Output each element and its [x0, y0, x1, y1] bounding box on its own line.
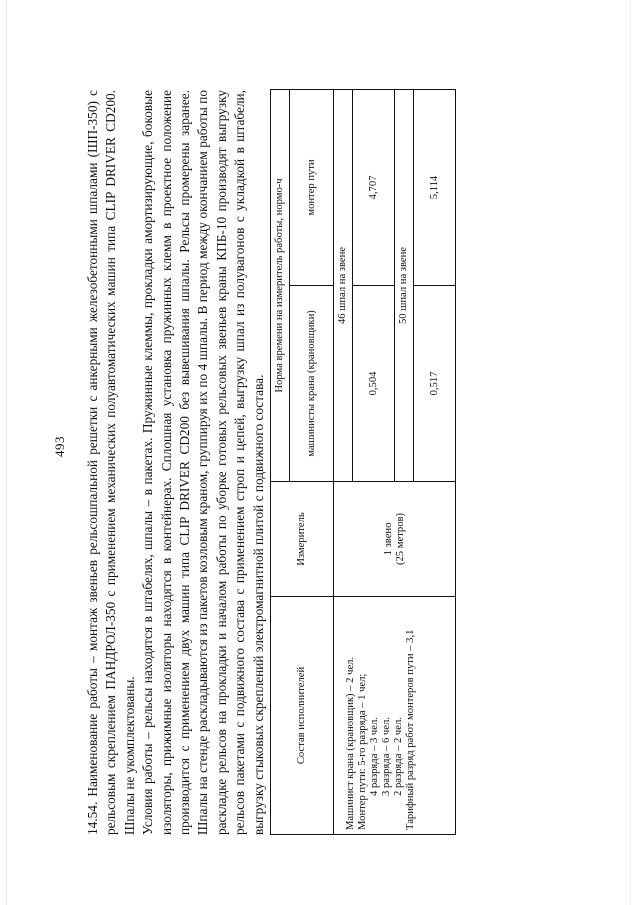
- table-row: [334, 89, 353, 834]
- composition-line: 4 разряда – 3 чел.: [369, 717, 381, 796]
- composition-cell: [334, 597, 456, 835]
- header-crane-operators: машинисты крана (крановщики): [290, 286, 334, 482]
- unit-line: 1 звено: [382, 522, 394, 556]
- crane-norm-50: 0,517: [414, 286, 456, 482]
- page-number: 493: [52, 436, 67, 457]
- work-conditions-paragraph: Условия работы – рельсы находятся в штабелях, шпалы – в пакетах. Пружинные клеммы, прокладки амортизирующие, боковые изоляторы, прижимные изоляторы находятся в контейнерах. Сплошная установка пружинных клемм в проектное положение производится с применением двух машин типа CLIP DRIVER CD200 без вывешивания шпалы. Рельсы промерены заранее. Шпалы на стенде раскладываются из пакетов козловым краном, группируя их по 4 шпалы. В период между окончанием работы по раскладке рельсов на прокладки и началом работы по уборке готовых рельсовых звеньев краны КПБ-10 производят выгрузку рельсов пакетами с подвижного состава с применением строп и цепей, выгрузку шпал из полувагонов с укладкой в штабели, выгрузку стыковых скреплений электромагнитной плитой с подвижного состава.: [140, 90, 266, 835]
- unit-cell: [334, 482, 456, 597]
- fitters-norm-50: 5,114: [414, 89, 456, 285]
- table-header-row: [271, 89, 290, 834]
- composition-line: 3 разряда – 6 чел.: [381, 717, 393, 796]
- scan-edge-right: [630, 0, 631, 905]
- composition-line: Машинист крана (крановщик) – 2 чел.: [345, 656, 357, 830]
- composition-line: Монтер пути: 5-го разряда – 1 чел;: [357, 673, 369, 830]
- row-label-46: 46 шпал на звене: [334, 89, 353, 481]
- row-label-50: 50 шпал на звене: [395, 89, 414, 481]
- scan-edge-left: [6, 0, 7, 905]
- header-track-fitters: монтер пути: [290, 89, 334, 285]
- rotated-page-content: [84, 90, 440, 835]
- time-norms-table: [270, 89, 456, 835]
- unit-line: (25 метров): [394, 512, 406, 566]
- header-norm: Норма времени на измеритель работы, нормо-ч: [271, 89, 290, 481]
- crane-norm-46: 0,504: [353, 286, 395, 482]
- composition-line: 2 разряда – 2 чел.: [393, 717, 405, 796]
- header-composition: Состав исполнителей: [271, 597, 334, 835]
- fitters-norm-46: 4,707: [353, 89, 395, 285]
- section-text: [84, 90, 268, 835]
- composition-line: Тарифный разряд работ монтеров пути – 3,1: [405, 629, 417, 830]
- section-title-paragraph: 14.54. Наименование работы – монтаж звеньев рельсошпальной решетки с анкерными железобетонными шпалами (ШП-350) с рельсовым скреплением ПАНДРОЛ-350 с применением механических полуавтоматических машин типа CLIP DRIVER CD200. Шпалы не укомплектованы.: [85, 90, 137, 835]
- header-unit: Измеритель: [271, 482, 334, 597]
